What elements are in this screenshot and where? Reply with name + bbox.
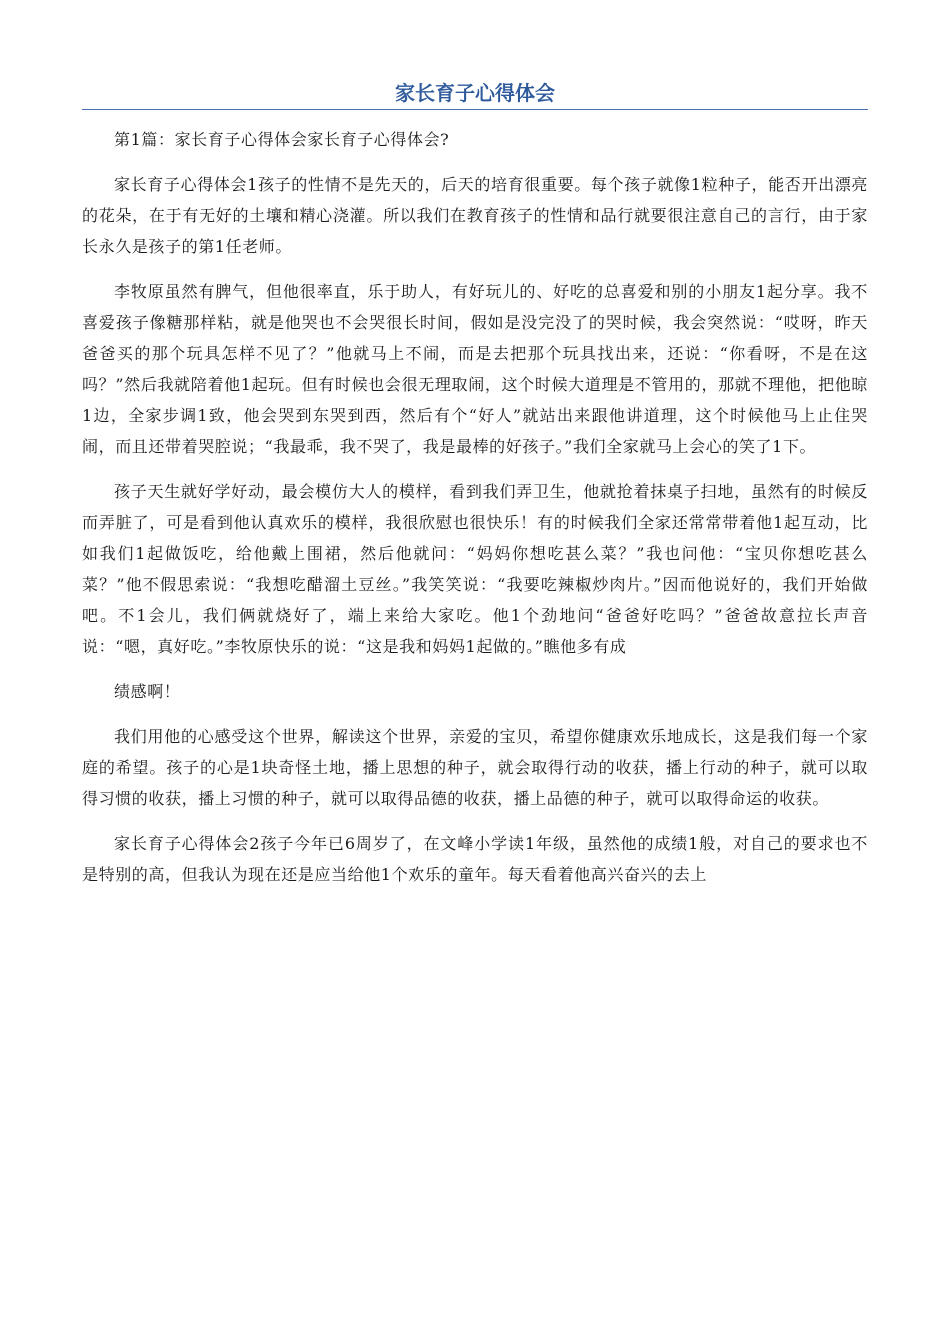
document-page [82,78,868,890]
document-title: 家长育子心得体会 [395,81,555,105]
paragraph-1: 家长育子心得体会1孩子的性情不是先天的，后天的培育很重要。每个孩子就像1粒种子，能否开出漂亮的花朵，在于有无好的土壤和精心浇灌。所以我们在教育孩子的性情和品行就要很注意自己的言行，由于家长永久是孩子的第1任老师。 [82,175,868,256]
title-underline [82,109,868,110]
paragraph-3: 孩子天生就好学好动，最会模仿大人的模样，看到我们弄卫生，他就抢着抹桌子扫地，虽然有的时候反而弄脏了，可是看到他认真欢乐的模样，我很欣慰也很快乐！有的时候我们全家还常常带着他1起互动，比如我们1起做饭吃，给他戴上围裙，然后他就问：“妈妈你想吃甚么菜？”我也问他：“宝贝你想吃甚么菜？”他不假思索说：“我想吃醋溜土豆丝。”我笑笑说：“我要吃辣椒炒肉片。”因而他说好的，我们开始做吧。不1会儿，我们俩就烧好了，端上来给大家吃。他1个劲地问“爸爸好吃吗？”爸爸故意拉长声音说：“嗯，真好吃。”李牧原快乐的说：“这是我和妈妈1起做的。”瞧他多有成 [82,482,868,656]
paragraph-4: 绩感啊！ [114,682,181,701]
paragraph-5: 我们用他的心感受这个世界，解读这个世界，亲爱的宝贝，希望你健康欢乐地成长，这是我们每一个家庭的希望。孩子的心是1块奇怪土地，播上思想的种子，就会取得行动的收获，播上行动的种子，就可以取得习惯的收获，播上习惯的种子，就可以取得品德的收获，播上品德的种子，就可以取得命运的收获。 [82,727,868,808]
paragraph-6: 家长育子心得体会2孩子今年已6周岁了，在文峰小学读1年级，虽然他的成绩1般，对自己的要求也不是特别的高，但我认为现在还是应当给他1个欢乐的童年。每天看着他高兴奋兴的去上 [82,834,868,884]
section-heading: 第1篇：家长育子心得体会家长育子心得体会? [114,130,450,149]
paragraph-2: 李牧原虽然有脾气，但他很率直，乐于助人，有好玩儿的、好吃的总喜爱和别的小朋友1起分享。我不喜爱孩子像糖那样粘，就是他哭也不会哭很长时间，假如是没完没了的哭时候，我会突然说：“哎呀，昨天爸爸买的那个玩具怎样不见了？”他就马上不闹，而是去把那个玩具找出来，还说：“你看呀，不是在这吗？”然后我就陪着他1起玩。但有时候也会很无理取闹，这个时候大道理是不管用的，那就不理他，把他晾1边，全家步调1致，他会哭到东哭到西，然后有个“好人”就站出来跟他讲道理，这个时候他马上止住哭闹，而且还带着哭腔说；“我最乖，我不哭了，我是最棒的好孩子。”我们全家就马上会心的笑了1下。 [82,282,868,456]
